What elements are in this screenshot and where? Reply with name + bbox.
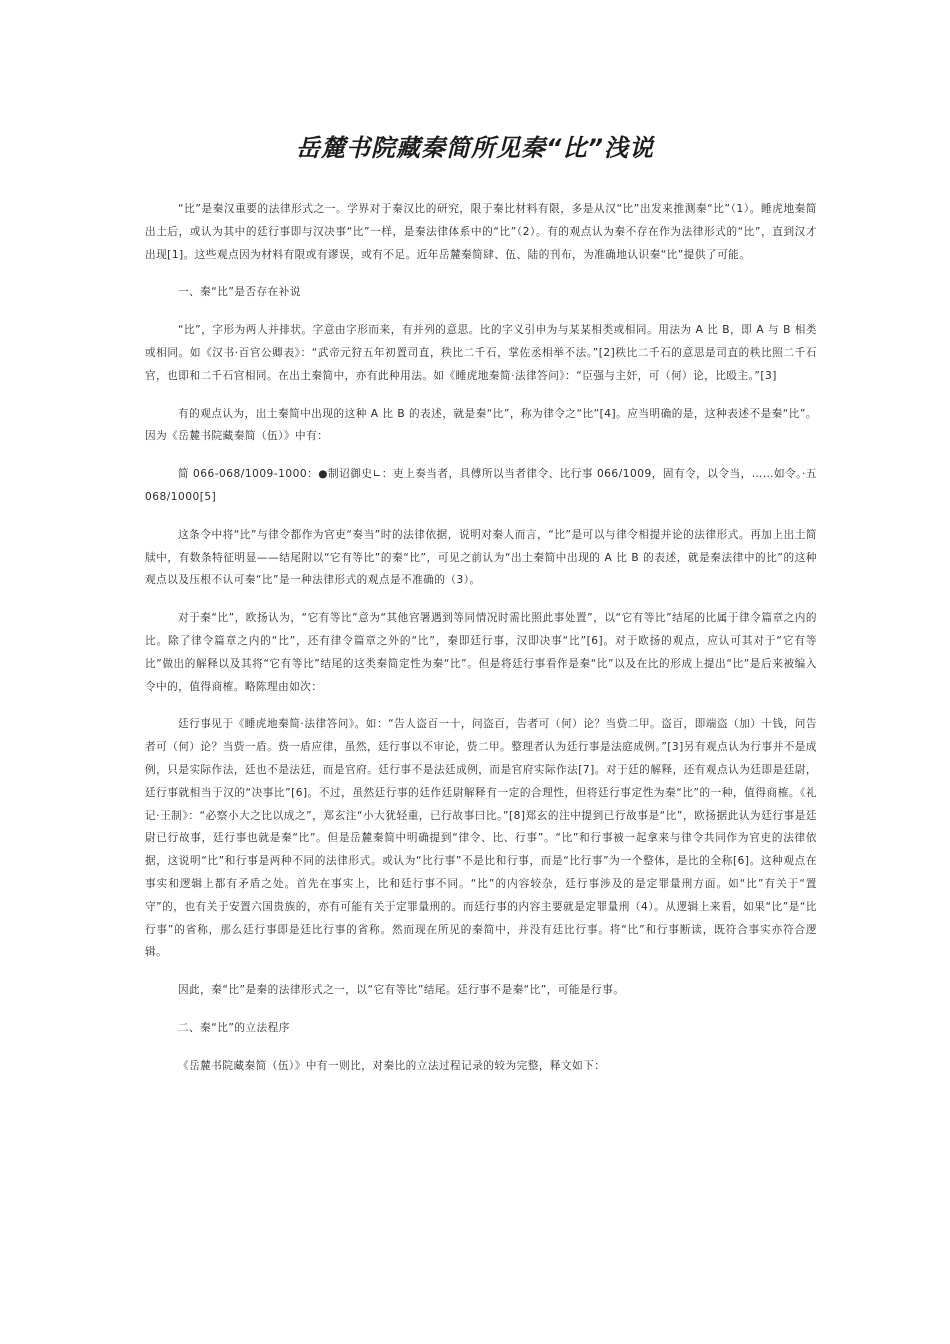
paragraph-a-bi-b: 有的观点认为，出土秦简中出现的这种 A 比 B 的表述，就是秦“比”，称为律令之“比”[4]。应当明确的是，这种表述不是秦“比”。因为《岳麓书院藏秦简（伍）》中有：	[145, 407, 817, 443]
paragraph-slip-quote: 简 066-068/1009-1000：●制诏御史∟：吏上奏当者，具傅所以当者律令、比行事 066/1009，固有令，以令当，……如令。·五 068/1000[5]	[145, 468, 817, 503]
paragraph-tingxingshi: 廷行事见于《睡虎地秦简·法律答问》。如：“告人盗百一十，问盗百，告者可（何）论？当赀二甲。盗百，即端盗（加）十钱，问告者可（何）论？当赀一盾。赀一盾应律，虽然，廷行事以不审论，赀二甲。整理者认为廷行事是法庭成例。”[3]另有观点认为行事并不是成例，只是实际作法，廷也不是法廷，而是官府。廷行事不是法廷成例，而是官府实际作法[7]。对于廷的解释，还有观点认为廷即是廷尉，廷行事就相当于汉的“决事比”[6]。不过，虽然廷行事的廷作廷尉解释有一定的合理性，但将廷行事定性为秦“比”的一种，值得商榷。《礼记·王制》：“必察小大之比以成之”，郑玄注“小大犹轻重，已行故事曰比。”[8]郑玄的注中提到已行故事是“比”，欧扬据此认为廷行事是廷尉已行故事，廷行事也就是秦“比”。但是岳麓秦简中明确提到“律令、比、行事”。“比”和行事被一起拿来与律令共同作为官吏的法律依据，这说明“比”和行事是两种不同的法律形式。或认为“比行事”不是比和行事，而是“比行事”为一个整体，是比的全称[6]。这种观点在事实和逻辑上都有矛盾之处。首先在事实上，比和廷行事不同。“比”的内容较杂，廷行事涉及的是定罪量刑方面。如“比”有关于“置守”的，也有关于安置六国贵族的，亦有可能有关于定罪量刑的。而廷行事的内容主要就是定罪量刑（4）。从逻辑上来看，如果“比”是“比行事”的省称，那么廷行事即是廷比行事的省称。然而现在所见的秦简中，并没有廷比行事。将“比”和行事断读，既符合事实亦符合逻辑。	[145, 718, 817, 959]
paragraph-bi-meaning: “比”，字形为两人并排状。字意由字形而来，有并列的意思。比的字义引申为与某某相类或相同。用法为 A 比 B，即 A 与 B 相类或相同。如《汉书·百官公卿表》：“武帝元狩五年初置司直，秩比二千石，掌佐丞相举不法。”[2]秩比二千石的意思是司直的秩比照二千石官，也即和二千石官相同。在出土秦简中，亦有此种用法。如《睡虎地秦简·法律答问》：“臣强与主奸，可（何）论，比殴主。”[3]	[145, 324, 817, 382]
section-heading-2: 二、秦“比”的立法程序	[178, 1021, 290, 1034]
paragraph-conclusion: 因此，秦“比”是秦的法律形式之一，以“它有等比”结尾。廷行事不是秦“比”，可能是行事。	[178, 984, 625, 997]
paragraph-ouyang-view: 对于秦“比”，欧扬认为，“它有等比”意为“其他官署遇到等同情况时需比照此事处置”，以“它有等比”结尾的比属于律令篇章之内的比。除了律令篇章之内的“比”，还有律令篇章之外的“比”，秦即廷行事，汉即决事“比”[6]。对于欧扬的观点，应认可其对于“它有等比”做出的解释以及其将“它有等比”结尾的这类秦简定性为秦“比”。但是将廷行事看作是秦“比”以及在比的形成上提出“比”是后来被编入令中的，值得商榷。略陈理由如次：	[145, 612, 817, 693]
paragraph-legal-basis: 这条令中将“比”与律令都作为官吏“奏当”时的法律依据，说明对秦人而言，“比”是可以与律令相提并论的法律形式。再加上出土简牍中，有数条特征明显——结尾附以“它有等比”的秦“比”，可见之前认为“出土秦简中出现的 A 比 B 的表述，就是秦法律中的比”的这种观点以及压根不认可秦“比”是一种法律形式的观点是不准确的（3）。	[145, 528, 817, 587]
section-heading-1: 一、秦“比”是否存在补说	[178, 286, 301, 299]
paragraph-intro: “比”是秦汉重要的法律形式之一。学界对于秦汉比的研究，限于秦比材料有限，多是从汉“比”出发来推测秦“比”（1）。睡虎地秦简出土后，或认为其中的廷行事即与汉决事“比”一样，是秦法律体系中的“比”（2）。有的观点认为秦不存在作为法律形式的“比”，直到汉才出现[1]。这些观点因为材料有限或有谬误，或有不足。近年岳麓秦简肆、伍、陆的刊布，为准确地认识秦“比”提供了可能。	[145, 203, 817, 261]
document-body	[145, 198, 817, 1093]
paragraph-legislation-intro: 《岳麓书院藏秦简（伍）》中有一则比，对秦比的立法过程记录的较为完整，释文如下：	[178, 1059, 606, 1072]
document-title: 岳麓书院藏秦简所见秦“比”浅说	[296, 134, 654, 162]
